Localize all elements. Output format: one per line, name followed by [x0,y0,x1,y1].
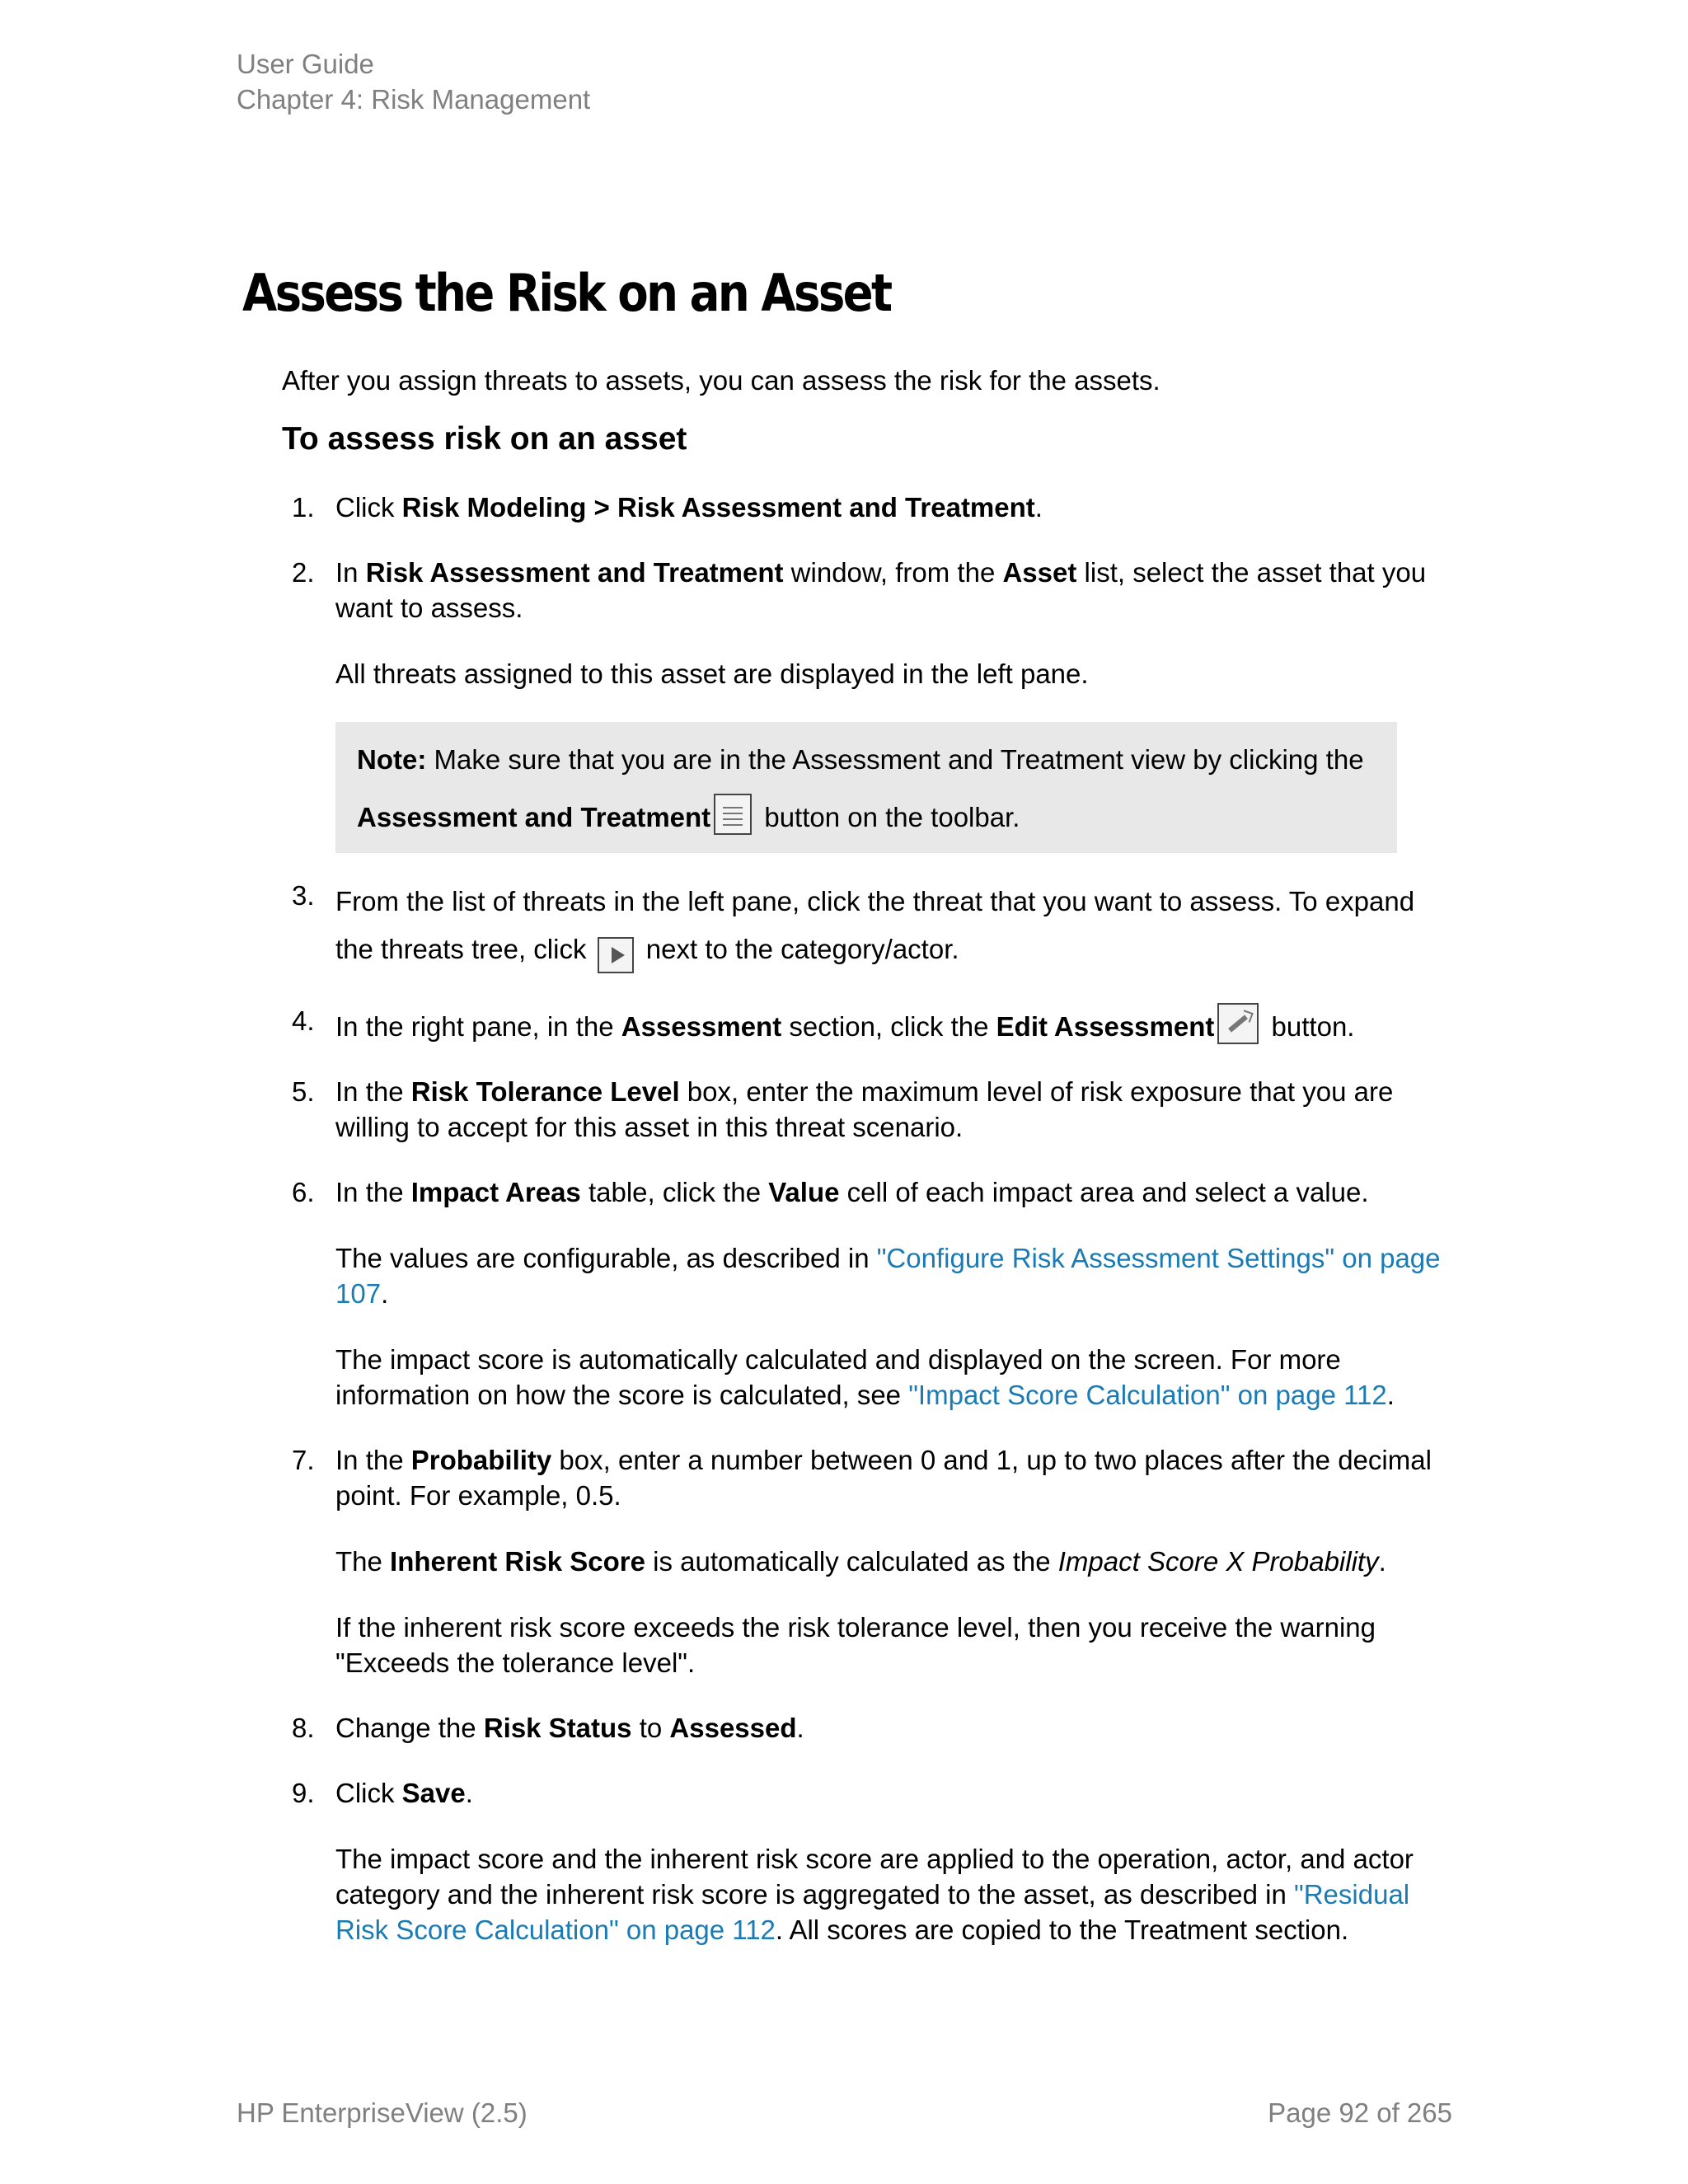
step-text [335,1442,1452,1513]
text-run: The [335,1546,391,1577]
step-6 [282,1174,1452,1413]
text-run: In the [335,1177,411,1207]
step-number: 3. [292,880,315,911]
text-run: window, from the [783,557,1003,588]
text-run: . All scores are copied to the Treatment section. [775,1915,1349,1945]
ui-path: Risk Modeling > Risk Assessment and Treatment [401,492,1035,523]
residual-risk-link[interactable]: "Residual Risk Score Calculation" on page 112 [335,1879,1410,1945]
step-number: 8. [292,1713,315,1743]
step-detail: All threats assigned to this asset are displayed in the left pane. [335,658,1089,689]
text-run: box, enter a number between 0 and 1, up to two places after the decimal point. For example, 0.5. [335,1445,1432,1511]
text-run: The impact score and the inherent risk score are applied to the operation, actor, and actor category and the inherent risk score is aggregated to the asset, as described in [335,1844,1414,1910]
step-text [335,555,1452,626]
step-1 [282,490,1452,525]
ui-term: Risk Assessment and Treatment [365,557,784,588]
step-number: 5. [292,1076,315,1107]
step-detail [335,1342,1452,1413]
text-run: The values are configurable, as described in [335,1243,877,1273]
text-run: is automatically calculated as the [645,1546,1058,1577]
step-7 [282,1442,1452,1680]
text-run: . [1034,492,1043,523]
note-box [335,722,1397,853]
step-text [335,1775,1452,1811]
text-run: cell of each impact area and select a value. [839,1177,1369,1207]
ui-term: Probability [410,1445,552,1475]
text-run: button on the toolbar. [757,802,1020,832]
ui-term: Edit Assessment [996,1011,1215,1042]
text-run: The impact score is automatically calculated and displayed on the screen. For more information on how the score is calculated, see [335,1344,1341,1410]
assessment-treatment-icon [714,794,752,835]
text-run: to [631,1713,670,1743]
step-number: 1. [292,492,315,523]
ui-term: Save [401,1778,466,1808]
step-detail [335,1841,1452,1947]
text-run: . [1378,1546,1386,1577]
step-5 [282,1074,1452,1145]
step-9 [282,1775,1452,1947]
step-text [335,1710,1452,1746]
text-run: button. [1264,1011,1355,1042]
step-detail [335,1544,1452,1579]
text-run: . [796,1713,804,1743]
step-text [335,490,1452,525]
formula: Impact Score X Probability [1057,1546,1379,1577]
text-run: table, click the [580,1177,769,1207]
step-text [335,1003,1452,1044]
text-run: section, click the [781,1011,996,1042]
text-run: Make sure that you are in the Assessment and Treatment view by clicking the [426,744,1364,775]
note-line [357,794,1376,835]
ui-term: Assessed [669,1713,797,1743]
text-run: From the list of threats in the left pane, click the threat that you want to assess. To expand the threats tree, click [335,886,1415,964]
text-run: Click [335,492,402,523]
note-label: Note: [357,744,427,775]
ui-term: Asset [1002,557,1077,588]
note-line [357,742,1376,777]
ui-term: Inherent Risk Score [390,1546,645,1577]
footer-product: HP EnterpriseView (2.5) [237,2097,528,2128]
step-2 [282,555,1452,853]
ui-term: Impact Areas [410,1177,581,1207]
step-text [335,1174,1452,1210]
expand-arrow-icon [598,937,634,973]
text-run: . [465,1778,473,1808]
step-detail [335,1240,1452,1311]
step-number: 4. [292,1005,315,1036]
ui-term: Assessment and Treatment [357,802,711,832]
ui-term: Risk Status [483,1713,632,1743]
step-number: 9. [292,1778,315,1808]
text-run: list, select the asset that you want to assess. [335,557,1427,623]
step-number: 6. [292,1177,315,1207]
step-text [335,878,1452,973]
header-guide-title: User Guide [237,49,374,79]
step-3 [282,878,1452,973]
text-run: In the [335,1445,411,1475]
ui-term: Risk Tolerance Level [410,1076,680,1107]
text-run: Change the [335,1713,484,1743]
footer-page-number: Page 92 of 265 [1268,2097,1452,2128]
header-chapter: Chapter 4: Risk Management [237,84,591,115]
procedure-heading: To assess risk on an asset [282,421,687,457]
configure-settings-link[interactable]: "Configure Risk Assessment Settings" on page 107 [335,1243,1441,1309]
step-text [335,1074,1452,1145]
text-run: In the [335,1076,411,1107]
text-run: Click [335,1778,402,1808]
text-run: In the right pane, in the [335,1011,621,1042]
intro-paragraph: After you assign threats to assets, you can assess the risk for the assets. [282,365,1160,396]
impact-score-link[interactable]: "Impact Score Calculation" on page 112 [908,1380,1387,1410]
text-run: next to the category/actor. [638,934,959,964]
procedure-steps [282,490,1452,1977]
ui-term: Value [768,1177,840,1207]
edit-assessment-icon [1217,1003,1259,1044]
text-run: . [1386,1380,1395,1410]
text-run: In [335,557,366,588]
step-4 [282,1003,1452,1044]
text-run: box, enter the maximum level of risk exposure that you are willing to accept for this asset in this threat scenario. [335,1076,1394,1142]
running-header [237,46,590,117]
ui-term: Assessment [621,1011,782,1042]
step-detail: If the inherent risk score exceeds the risk tolerance level, then you receive the warning "Exceeds the tolerance level". [335,1612,1376,1678]
step-number: 7. [292,1445,315,1475]
step-8 [282,1710,1452,1746]
page-title: Assess the Risk on an Asset [242,263,891,323]
text-run: . [381,1278,389,1309]
step-number: 2. [292,557,315,588]
